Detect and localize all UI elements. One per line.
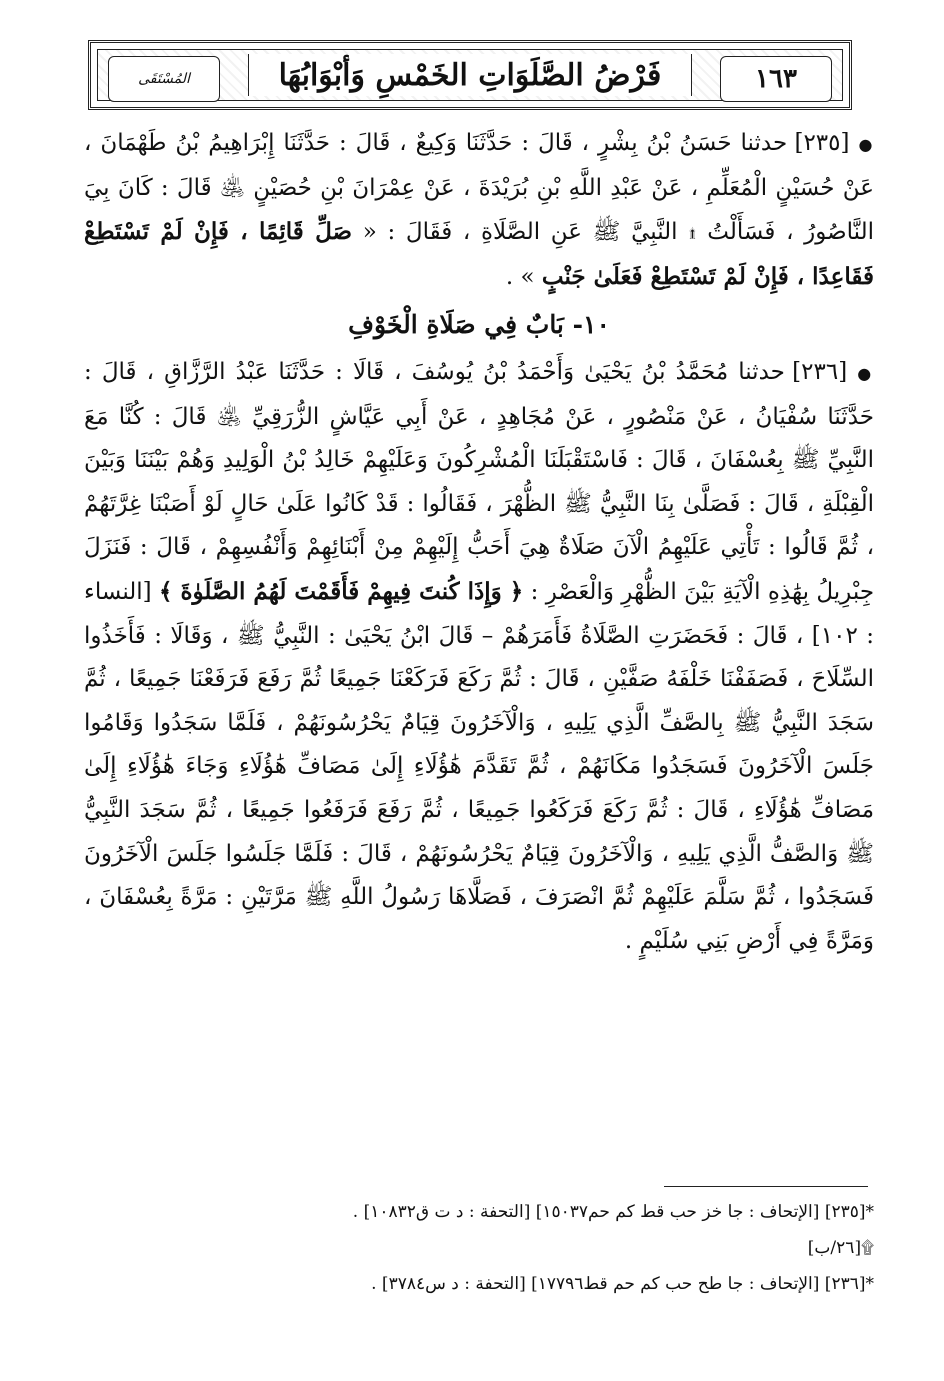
hadith-235-matn: فَقَاعِدًا ، فَإِنْ لَمْ تَسْتَطِعْ فَعَلَىٰ جَنْبٍ	[541, 262, 874, 290]
hadith-235-matn: صَلِّ قَائِمًا ، فَإِنْ لَمْ تَسْتَطِعْ	[84, 218, 353, 246]
publisher-logo: المُسْتَقَى	[138, 71, 190, 87]
hadith-236-line: ﷺ مَرَّتَيْنِ : مَرَّةً بِعُسْفَانَ ، وَمَرَّةً فِي أَرْضِ بَنِي سُلَيْمٍ .	[84, 884, 874, 954]
hadith-236-line: سَجَدُوا وَقَامُوا جَلَسَ الْآخَرُونَ فَسَجَدُوا مَكَانَهُمْ ، ثُمَّ تَقَدَّمَ هَٰؤُلَاءِ إِلَىٰ مَصَافِّ	[84, 709, 874, 780]
verse-reference: [النساء : ١٠٢]	[84, 578, 874, 649]
footnote-separator	[664, 1186, 868, 1187]
footnote-folio: ۩[٢٦/ب]	[807, 1238, 874, 1258]
hadith-236-line: ، قَالَ : فَحَضَرَتِ الصَّلَاةُ فَأَمَرَهُمْ – قَالَ ابْنُ يَحْيَىٰ : النَّبِيُّ ﷺ ، وَقَالَا :	[154, 622, 804, 649]
hadith-235	[84, 122, 874, 299]
hadith-236-line: وَبَيْنَ الْقِبْلَةِ ، قَالَ : فَصَلَّىٰ بِنَا النَّبِيُّ ﷺ الظُّهْرَ ، فَقَالُوا : قَدْ كَانُوا عَلَىٰ حَالٍ لَوْ أَصَبْنَا	[84, 447, 874, 517]
page-number-box	[720, 56, 832, 102]
hadith-235-line: بِيَ النَّاصُورُ ، فَسَأَلْتُ ۩ النَّبِيَّ ﷺ عَنِ الصَّلَاةِ ، فَقَالَ : «	[84, 174, 875, 246]
footnote-235: *[٢٣٥] [الإتحاف : جا خز حب قط كم حم١٥٠٣٧] [التحفة : د ت ق١٠٨٣٢] .	[352, 1202, 874, 1222]
title-panel	[248, 54, 692, 96]
page-number: ١٦٣	[755, 64, 797, 94]
running-title: فَرْضُ الصَّلَوَاتِ الخَمْسِ وَأبْوَابُهَا	[278, 57, 662, 93]
hadith-236-line: فَأَخَذُوا السِّلَاحَ ، فَصَفَفْنَا خَلْفَهُ صَفَّيْنِ ، قَالَ : ثُمَّ رَكَعَ فَرَكَعْنَا جَمِيعًا ثُمَّ رَفَعَ فَرَفَعْنَا	[84, 622, 874, 693]
bullet-icon: ●	[858, 135, 875, 154]
page-header	[88, 40, 852, 110]
header-ornament-band	[97, 49, 843, 101]
hadith-235-line: » .	[505, 263, 535, 290]
hadith-236-line: [٢٣٦] حدثنا مُحَمَّدُ بْنُ يَحْيَىٰ وَأَحْمَدُ بْنُ يُوسُفَ ، قَالَا : حَدَّثَنَا عَبْدُ الرَّزَّاقِ ، قَالَ :	[84, 358, 848, 385]
footnote-236: *[٢٣٦] [الإتحاف : جا طح حب كم حم قط١٧٧٩٦] [التحفة : د س٣٧٨٤] .	[371, 1274, 874, 1294]
chapter-title: بَابٌ فِي صَلَاةِ الْخَوْفِ	[348, 310, 564, 340]
hadith-236-line: حَدَّثَنَا سُفْيَانُ ، عَنْ مَنْصُورٍ ، عَنْ مُجَاهِدٍ ، عَنْ أَبِي عَيَّاشٍ الزُّرَقِيِّ ﵁ قَالَ : كُنَّا مَعَ	[84, 403, 874, 430]
logo-box	[108, 56, 220, 102]
bullet-icon: ●	[857, 363, 874, 383]
hadith-236	[84, 351, 874, 963]
main-text	[84, 122, 874, 963]
chapter-number: ١٠-	[572, 310, 610, 340]
footnotes	[84, 1194, 874, 1302]
quran-verse: ﴿ وَإِذَا كُنتَ فِيهِمْ فَأَقَمْتَ لَهُمُ الصَّلَوٰةَ ﴾	[159, 577, 524, 605]
hadith-236-line: النَّبِيِّ ﷺ بِعُسْفَانَ ، قَالَ : فَاسْتَقْبَلَنَا الْمُشْرِكُونَ وَعَلَيْهِمْ خَالِدُ بْنُ الْوَلِيدِ وَهُمْ بَيْنَنَا	[134, 447, 874, 474]
hadith-236-line: هَٰؤُلَاءِ وَجَاءَ هَٰؤُلَاءِ إِلَىٰ مَصَافِّ هَٰؤُلَاءِ ، قَالَ : ثُمَّ رَكَعَ فَرَكَعُوا جَمِيعًا ، ثُمَّ رَفَعَ فَرَفَعُوا	[84, 753, 875, 823]
hadith-236-line: جَمِيعًا ، ثُمَّ سَجَدَ النَّبِيُّ ﷺ وَالصَّفُّ الَّذِي يَلِيهِ ، وَالْآخَرُونَ قِيَامٌ يَحْرُسُونَهُمْ ، قَالَ :	[84, 796, 875, 867]
chapter-heading	[84, 303, 874, 347]
hadith-236-line: فَلَمَّا جَلَسُوا جَلَسَ الْآخَرُونَ فَسَجَدُوا ، ثُمَّ سَلَّمَ عَلَيْهِمْ ثُمَّ انْصَرَفَ ، فَصَلَّاهَا رَسُولُ اللَّهِ	[84, 840, 875, 911]
hadith-236-line: جَمِيعًا ، ثُمَّ سَجَدَ النَّبِيُّ ﷺ بِالصَّفِّ الَّذِي يَلِيهِ ، وَالْآخَرُونَ قِيَامٌ يَحْرُسُونَهُمْ ، فَلَمَّا	[84, 666, 874, 736]
hadith-236-line: قَالَ : فَنَزَلَ جِبْرِيلُ بِهَٰذِهِ الْآيَةِ بَيْنَ الظُّهْرِ وَالْعَصْرِ :	[84, 534, 875, 605]
hadith-235-line: [٢٣٥] حدثنا حَسَنُ بْنُ بِشْرٍ ، قَالَ : حَدَّثَنَا وَكِيعٌ ، قَالَ : حَدَّثَنَا إِبْرَاهِيمُ بْنُ طَهْمَانَ ،	[84, 130, 850, 156]
hadith-235-line: عَنْ حُسَيْنٍ الْمُعَلِّمِ ، عَنْ عَبْدِ اللَّهِ بْنِ بُرَيْدَةَ ، عَنْ عِمْرَانَ بْنِ حُصَيْنٍ ﵁ قَالَ : كَانَ	[117, 174, 875, 201]
hadith-236-line: غِرَّتَهُمْ ، ثُمَّ قَالُوا : تَأْتِي عَلَيْهِمُ الْآنَ صَلَاةٌ هِيَ أَحَبُّ إِلَيْهِمْ مِنْ أَبْنَائِهِمْ وَأَنْفُسِهِمْ ،	[84, 490, 875, 561]
